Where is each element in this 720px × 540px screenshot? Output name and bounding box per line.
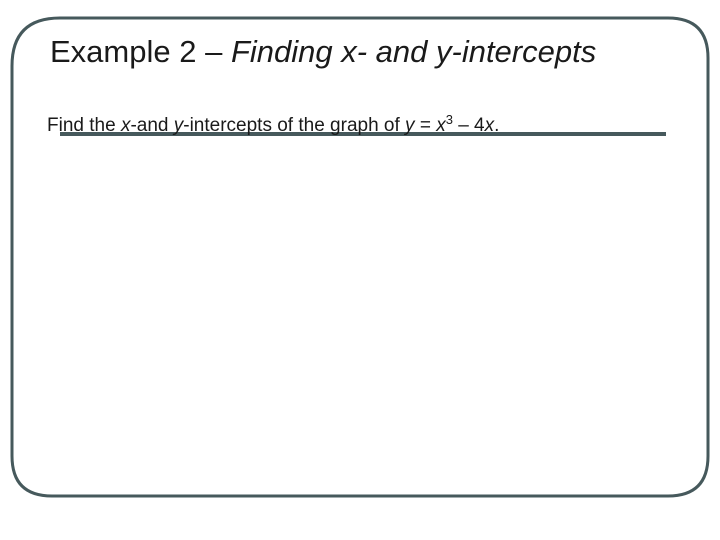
problem-text-3: -intercepts of the graph of [183,115,406,136]
slide-border [12,18,708,496]
equation-x-cubed-base: x [436,115,446,136]
problem-period: . [494,115,500,136]
equation-exponent: 3 [445,112,453,127]
equation-equals: = [414,115,437,136]
slide-title [50,30,596,74]
slide-title-prefix: Example 2 – [50,34,231,69]
problem-text-1: Find the [47,115,121,136]
equation-minus-four: – 4 [452,115,485,136]
problem-var-x: x [120,115,131,136]
slide-title-emphasis: Finding x- and y-intercepts [230,34,597,69]
equation-x-linear: x [484,115,495,136]
problem-var-y: y [173,115,184,136]
equation-lhs-y: y [405,115,415,136]
problem-text-2: -and [130,115,174,136]
problem-statement [47,113,499,139]
